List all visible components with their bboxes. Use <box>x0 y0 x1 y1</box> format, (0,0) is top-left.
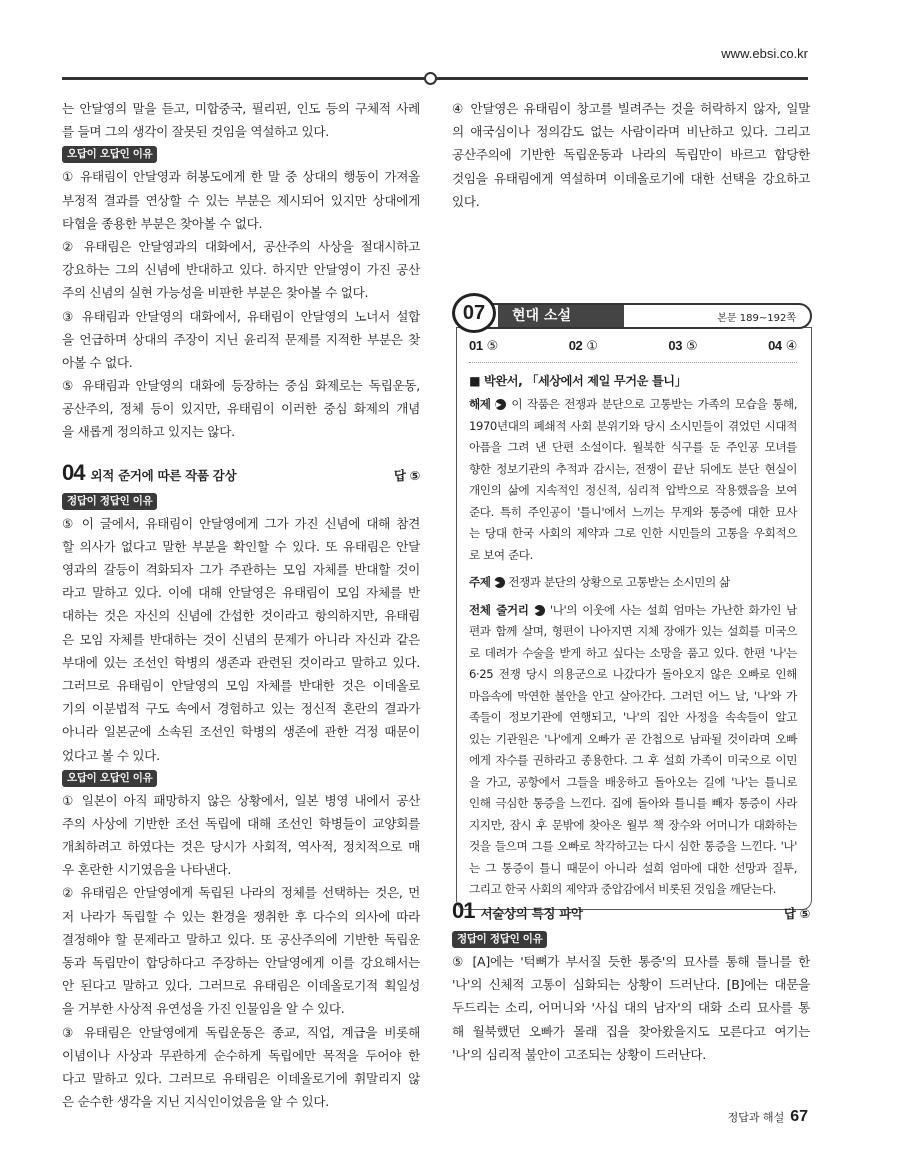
text-line: 로 데려가 수술을 받게 하고 싶다는 소망을 품고 있다. 한편 '나'는 <box>469 645 797 660</box>
text-line: 기의 이분법적 구도 속에서 경험하고 있는 정신적 혼란의 결과가 <box>62 701 420 717</box>
text-line: '나'의 심리적 불안이 고조되는 상황이 드러난다. <box>452 1046 706 1062</box>
text-line: 안 된다고 말하고 있다. 그러므로 유태림은 이데올로기적 획일성 <box>62 978 420 994</box>
text-line: '나'의 신체적 고통이 심화되는 상황이 드러난다. [B]에는 대문을 <box>452 977 810 993</box>
answer-item <box>569 338 598 354</box>
text-line: 할 의사가 없다고 말한 부분을 확인할 수 있다. 또 유태림은 안달 <box>62 538 420 554</box>
text-line: 영과의 갈등이 격화되자 그가 주관하는 모임 자체를 반대할 것이 <box>62 562 420 577</box>
text-line: ③ 유태림은 안달영에게 독립운동은 종교, 직업, 계급을 비롯해 <box>62 1024 420 1040</box>
explanation-item <box>62 789 420 882</box>
answer-value: ⑤ <box>686 339 698 354</box>
wrong-answer-label: 오답이 오답인 이유 <box>62 770 157 787</box>
text-line: 을 가고, 공항에서 그들을 배웅하고 돌아오는 길에 '나'는 틀니로 <box>469 774 797 789</box>
text-line: 을 새롭게 정의하고 있지는 않다. <box>62 424 235 440</box>
work-title: ■ 박완서, 「세상에서 제일 무거운 틀니」 <box>469 374 687 388</box>
correct-explanation <box>452 950 810 1066</box>
text-line: 을 거부한 사상적 유연성을 가진 인물임을 알 수 있다. <box>62 1001 345 1017</box>
text-line: 는 그 통증이 틀니 때문이 아니라 설희 엄마에 대한 선망과 질투, <box>469 860 797 875</box>
text-line: 라고 말하고 있다. 이에 대해 안달영은 유태림이 모임 자체를 반 <box>62 585 420 601</box>
question-01 <box>452 898 810 1066</box>
text-line: 을 언급하며 상대의 주장이 지닌 윤리적 문제를 지적한 부분은 찾 <box>62 331 420 347</box>
text-line: 로 보여 준다. <box>469 547 533 562</box>
answer-number: 03 <box>668 338 683 353</box>
text-line: 1970년대의 폐쇄적 사회 분위기와 당시 소시민들이 겪었던 시대적 <box>469 418 797 433</box>
explanation-item <box>62 881 420 1020</box>
text-line: ⑤ 유태림과 안달영의 대화에 등장하는 중심 화제로는 독립운동, <box>62 378 420 394</box>
text-line: 지지만, 잠시 후 문밖에 찾아온 월부 책 장수와 어머니가 대화하는 <box>469 817 797 832</box>
correct-answer-label: 정답이 정답인 이유 <box>452 931 547 948</box>
text-line: 해 월북했던 오빠가 몰래 집을 찾아왔을지도 모른다고 여기는 <box>452 1023 810 1039</box>
text-line: 인해 극심한 통증을 느낀다. 집에 돌아와 틀니를 빼자 통증이 사라 <box>469 796 797 810</box>
text-line: 의 애국심이나 정의감도 없는 사람이라며 비난하고 있다. 그리고 <box>452 124 810 140</box>
text-line: 것을 들으며 그를 오빠로 착각하고는 다시 심한 통증을 느낀다. '나' <box>469 839 797 853</box>
question-title: 서술상의 특징 파악 <box>480 906 583 921</box>
header-rule-dot <box>424 72 437 85</box>
haeje-first-line <box>469 394 797 416</box>
text-line: 결정해야 할 문제라고 말하고 있다. 또 공산주의에 기반한 독립운 <box>62 931 420 947</box>
site-url: www.ebsi.co.kr <box>721 46 808 61</box>
text-line: 있는 기관원은 '나'에게 오빠가 곧 간첩으로 남파될 것이라며 오빠 <box>469 731 797 746</box>
wrong-items <box>62 789 420 1114</box>
haeje-label: 해제 <box>469 397 491 411</box>
text-line: 편과 함께 살며, 형편이 나아지면 지체 장애가 있는 설희를 미국으 <box>469 624 797 638</box>
text-line: ① 유태림이 안달영과 허봉도에게 한 말 중 상대의 행동이 가져올 <box>62 169 420 185</box>
text-line: 공산주의, 정체 등이 있지만, 유태림이 이러한 중심 화제의 개념 <box>62 401 420 417</box>
text-line: 아볼 수 없다. <box>62 354 133 370</box>
explanation-item <box>62 165 420 235</box>
haeje-lines <box>469 416 797 567</box>
correct-explanation <box>62 512 420 767</box>
text-line: 향한 정보기관의 추적과 감시는, 전쟁이 끝난 뒤에도 분단 현실이 <box>469 461 797 476</box>
answer-value: ① <box>586 339 598 354</box>
section-title-bar <box>482 303 812 329</box>
text-line: 주의 신념의 실현 가능성을 비판한 부분은 찾아볼 수 없다. <box>62 285 369 301</box>
text-line: 것임을 유태림에게 역설하며 이데올로기에 대한 선택을 강요하고 <box>452 170 810 186</box>
text-line: 은 모임 자체를 반대하는 것이 신념의 문제가 아니라 자신과 같은 <box>62 631 420 647</box>
text-line: ③ 유태림과 안달영의 대화에서, 유태림이 안달영의 노너서 설합 <box>62 308 420 324</box>
theme-text: 전쟁과 분단의 상황으로 고통받는 소시민의 삶 <box>508 575 730 589</box>
page-number: 67 <box>790 1108 808 1125</box>
text-line: 부대에 있는 조선인 학병의 생존과 관련된 것이라고 말하고 있다. <box>62 654 420 670</box>
text-line: 부정적 결과를 연상할 수 있는 부분은 제시되어 있지만 상대에게 <box>62 192 420 208</box>
arrow-icon: ▶ <box>534 605 545 616</box>
page-footer <box>728 1108 808 1126</box>
explanation-item <box>62 305 420 375</box>
left-column <box>62 97 420 1113</box>
answer-value: ④ <box>785 339 797 354</box>
text-line: 그리고 한국 사회의 제약과 중압감에서 비롯된 것임을 깨닫는다. <box>469 882 777 896</box>
text-line: 마음속에 막연한 불안을 안고 살아간다. 그러던 어느 날, '나'와 가 <box>469 688 797 703</box>
answer-key <box>469 336 797 363</box>
text-line: ① 일본이 아직 패망하지 않은 상황에서, 일본 병영 내에서 공산 <box>62 792 420 808</box>
text-line: 그러므로 유태림이 안달영의 모임 자체를 반대한 것은 이데올로 <box>62 677 420 693</box>
answer-item <box>469 338 498 354</box>
text-line: ④ 안달영은 유태림이 창고를 빌려주는 것을 허락하지 않자, 일말 <box>452 101 810 116</box>
wrong-answer-label: 오답이 오답인 이유 <box>62 146 157 163</box>
answer-number: 02 <box>568 338 583 353</box>
text-line: 에게 자수를 권하라고 종용한다. 그 후 설희 가족이 미국으로 이민 <box>469 753 797 767</box>
explanation-item <box>62 1021 420 1114</box>
arrow-icon: ▶ <box>495 399 506 410</box>
text-line: 아픔을 그려 낸 단편 소설이다. 월북한 식구를 둔 주인공 모녀를 <box>469 440 797 454</box>
text-line: 있다. <box>452 193 480 209</box>
text-line: 저 나라가 독립할 수 있는 환경을 쟁취한 후 다수의 의사에 따라 <box>62 908 420 924</box>
text-line: 는 안달영의 말을 듣고, 미합중국, 필리핀, 인도 등의 구체적 사례 <box>62 101 420 116</box>
question-title: 외적 준거에 따른 작품 감상 <box>90 467 237 483</box>
question-answer: 답 ⑤ <box>393 467 420 483</box>
theme-label: 주제 <box>469 575 491 589</box>
text-line: ⑤ 이 글에서, 유태림이 안달영에게 그가 가진 신념에 대해 참견 <box>62 515 420 531</box>
section-07-box <box>452 293 812 910</box>
question-01-header <box>452 898 810 924</box>
answer-item <box>668 338 697 354</box>
section-body <box>456 327 812 910</box>
item-4-text <box>452 97 810 213</box>
section-header <box>452 293 812 329</box>
question-number: 01 <box>452 898 475 923</box>
text-line: 두드리는 소리, 어머니와 '사십 대의 남자'의 대화 소리 묘사를 통 <box>452 1000 810 1016</box>
footer-label: 정답과 해설 <box>727 1111 785 1124</box>
text-line: 개최하려고 하였다는 것은 당시가 사회적, 역사적, 정치적으로 매 <box>62 839 420 855</box>
text-line: ② 유태림은 안달영과의 대화에서, 공산주의 사상을 절대시하고 <box>62 238 420 254</box>
text-line: 공산주의에 기반한 독립운동과 나라의 독립만이 바르고 합당한 <box>452 147 810 163</box>
plot-label: 전체 줄거리 <box>469 602 529 617</box>
plot-block <box>469 600 797 901</box>
text-line: 6·25 전쟁 당시 의용군으로 나갔다가 돌아오지 않은 오빠로 인해 <box>469 667 797 681</box>
wrong-items <box>62 165 420 443</box>
section-number: 07 <box>452 293 496 333</box>
text-line: 우 혼란한 시기였음을 나타낸다. <box>62 862 232 878</box>
text-line: 를 들며 그의 생각이 잘못된 것임을 역설하고 있다. <box>62 124 329 140</box>
theme-line <box>469 572 797 594</box>
text-line: 주의 사상에 기반한 조선 독립에 대해 조선인 학병들이 교양회를 <box>62 815 420 831</box>
text-line: 준다. 특히 주인공이 '틀니'에서 느끼는 무게와 통증에 대한 묘사 <box>469 504 797 519</box>
answer-item <box>768 338 797 354</box>
answer-number: 01 <box>469 338 483 353</box>
text-line: 다고 말하고 있다. 그러므로 유태림은 이데올로기에 휘말리지 않 <box>62 1070 420 1086</box>
text-line: 대하는 것은 자신의 신념에 간섭한 것이라고 항의하지만, 유태림 <box>62 608 420 624</box>
text-line: 는 당대 한국 사회의 제약과 그로 인한 시민들의 고통을 우회적으 <box>469 526 797 540</box>
text-line: 타협을 종용한 부분은 찾아볼 수 없다. <box>62 215 263 231</box>
text-line: 었다고 볼 수 있다. <box>62 747 160 763</box>
explanation-item <box>62 374 420 444</box>
text-line: 동과 독립만이 합당하다고 주장하는 안달영에게 이를 강요해서는 <box>62 955 420 970</box>
question-answer: 답 ⑤ <box>783 906 810 921</box>
text-line: 개인의 삶에 지속적인 정신적, 심리적 압박으로 작용했음을 보여 <box>469 483 797 497</box>
right-column <box>452 97 810 213</box>
haeje-block <box>469 394 797 566</box>
plot-lines <box>469 621 797 901</box>
text-line: ② 유태림은 안달영에게 독립된 나라의 정체를 선택하는 것은, 먼 <box>62 885 420 901</box>
text-line: ⑤ [A]에는 '턱뼈가 부서질 듯한 통증'의 묘사를 통해 틀니를 한 <box>452 954 810 969</box>
text-line: '나'의 이웃에 사는 설희 엄마는 가난한 화가인 남 <box>549 602 797 617</box>
section-title: 현대 소설 <box>498 305 624 327</box>
correct-answer-label: 정답이 정답인 이유 <box>62 493 157 510</box>
text-line: 족들이 정보기관에 연행되고, '나'의 집안 사정을 속속들이 알고 <box>469 710 797 724</box>
text-line: 이념이나 사상과 무관하게 순수하게 독립에만 목적을 두어야 한 <box>62 1047 420 1063</box>
answer-number: 04 <box>768 338 782 353</box>
intro-text <box>62 97 420 143</box>
question-number: 04 <box>62 459 85 485</box>
explanation-item <box>62 235 420 305</box>
answer-value: ⑤ <box>486 339 498 354</box>
question-04-header <box>62 460 420 486</box>
page-reference: 본문 189~192쪽 <box>717 313 796 324</box>
text-line: 강요하는 그의 신념에 반대하고 있다. 하지만 안달영이 가진 공산 <box>62 262 420 278</box>
text-line: 아니라 일본군에 소속된 조선인 학병의 생존에 관한 걱정 때문이 <box>62 724 420 740</box>
plot-first-line <box>469 600 797 622</box>
arrow-icon: ▶ <box>494 577 505 588</box>
text-line: 은 순수한 생각을 지닌 지식인이었음을 알 수 있다. <box>62 1094 329 1110</box>
text-line: 이 작품은 전쟁과 분단으로 고통받는 가족의 모습을 통해, <box>511 397 797 411</box>
